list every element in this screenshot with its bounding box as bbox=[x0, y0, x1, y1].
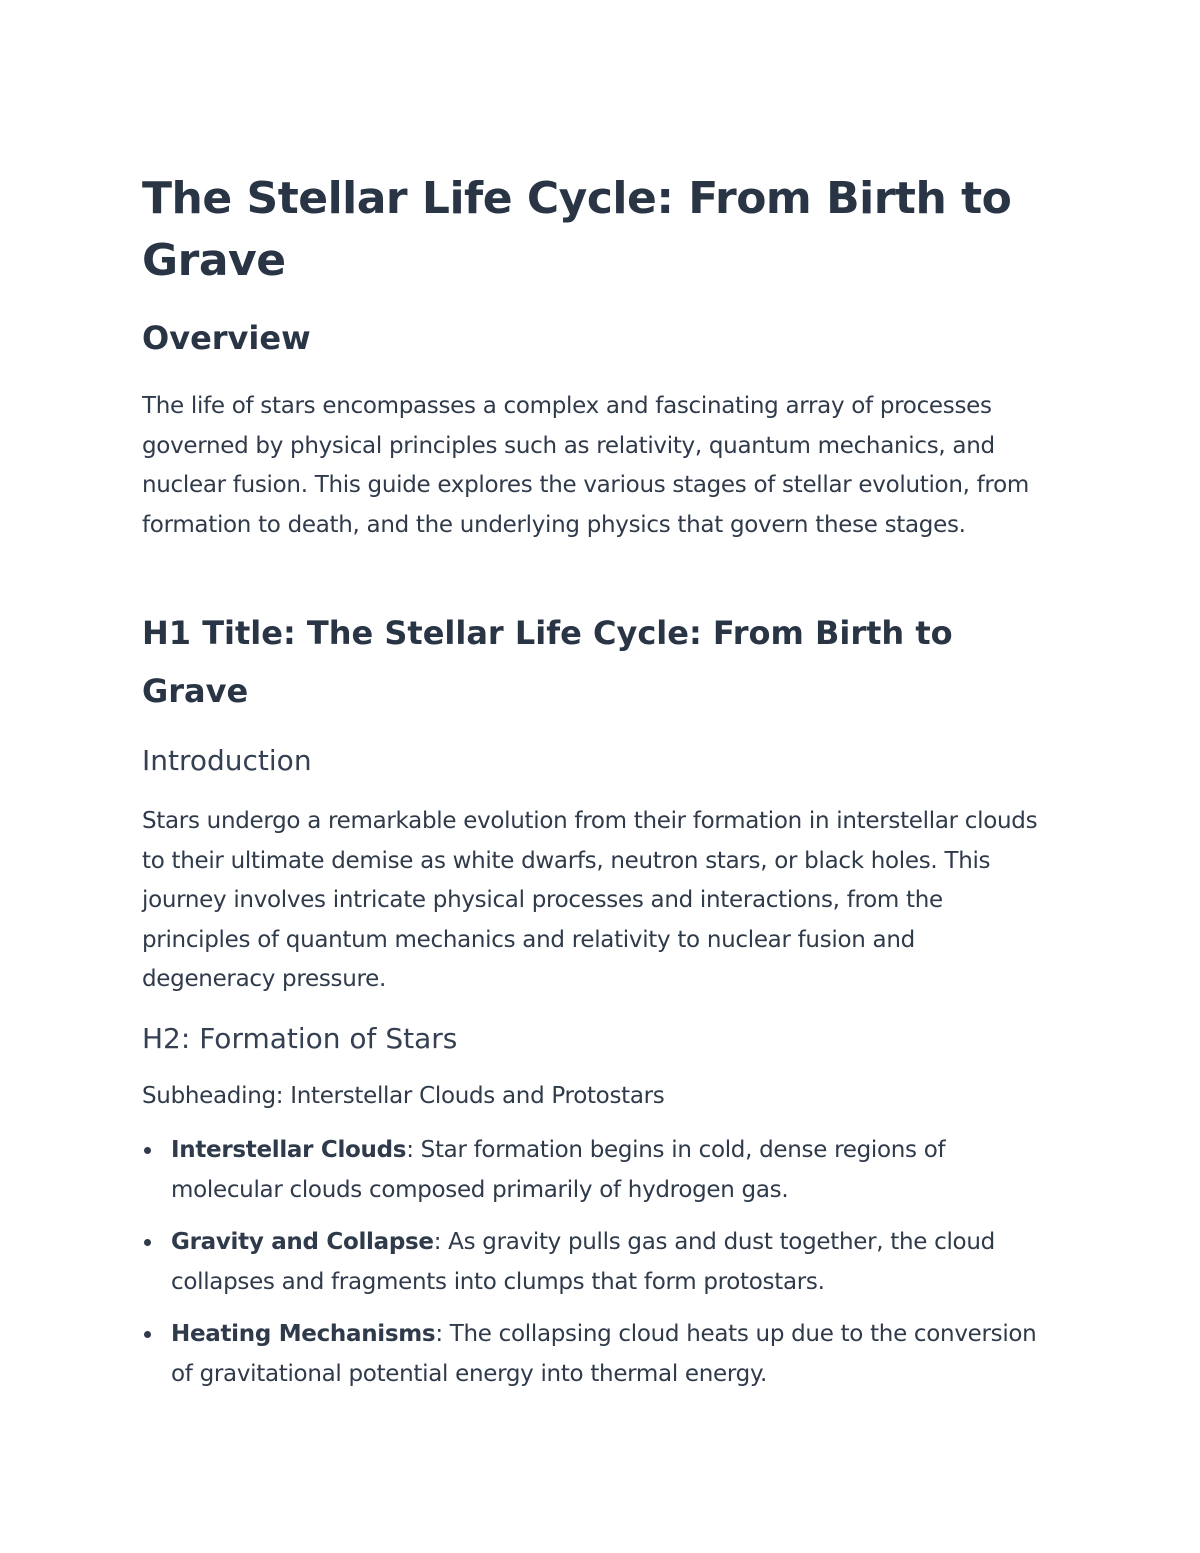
overview-paragraph: The life of stars encompasses a complex and fascinating array of processes governed by physical principles such as relativity, quantum mechanics, and nuclear fusion. This guide explores the various stages of stellar evolution, from formation to death, and the underlying physics that govern these stages. bbox=[142, 393, 1029, 538]
list-item-text: : Star formation begins in cold, dense regions of molecular clouds composed primarily of hydrogen gas. bbox=[171, 1137, 946, 1203]
list-item-term: Gravity and Collapse bbox=[171, 1229, 434, 1255]
list-item bbox=[142, 1222, 1052, 1302]
list-item-text: : The collapsing cloud heats up due to the conversion of gravitational potential energy into thermal energy. bbox=[171, 1321, 1037, 1387]
list-item bbox=[142, 1314, 1052, 1394]
introduction-heading: Introduction bbox=[142, 744, 312, 777]
h1-title-heading: H1 Title: The Stellar Life Cycle: From Birth to Grave bbox=[142, 614, 953, 710]
list-item bbox=[142, 1130, 1052, 1210]
bullet-icon bbox=[144, 1239, 151, 1246]
bullet-icon bbox=[144, 1147, 151, 1154]
list-item-term: Interstellar Clouds bbox=[171, 1137, 407, 1163]
introduction-paragraph: Stars undergo a remarkable evolution from their formation in interstellar clouds to their ultimate demise as white dwarfs, neutron stars, or black holes. This journey involves intricate physical processes and interactions, from the principles of quantum mechanics and relativity to nuclear fusion and degeneracy pressure. bbox=[142, 808, 1038, 993]
bullet-icon bbox=[144, 1331, 151, 1338]
page-title: The Stellar Life Cycle: From Birth to Grave bbox=[142, 173, 1012, 286]
bullet-list bbox=[142, 1130, 1052, 1406]
formation-heading: H2: Formation of Stars bbox=[142, 1022, 458, 1055]
list-item-text: : As gravity pulls gas and dust together, the cloud collapses and fragments into clumps that form protostars. bbox=[171, 1229, 995, 1295]
overview-heading: Overview bbox=[142, 319, 311, 357]
list-item-term: Heating Mechanisms bbox=[171, 1321, 436, 1347]
subheading: Subheading: Interstellar Clouds and Protostars bbox=[142, 1083, 665, 1109]
